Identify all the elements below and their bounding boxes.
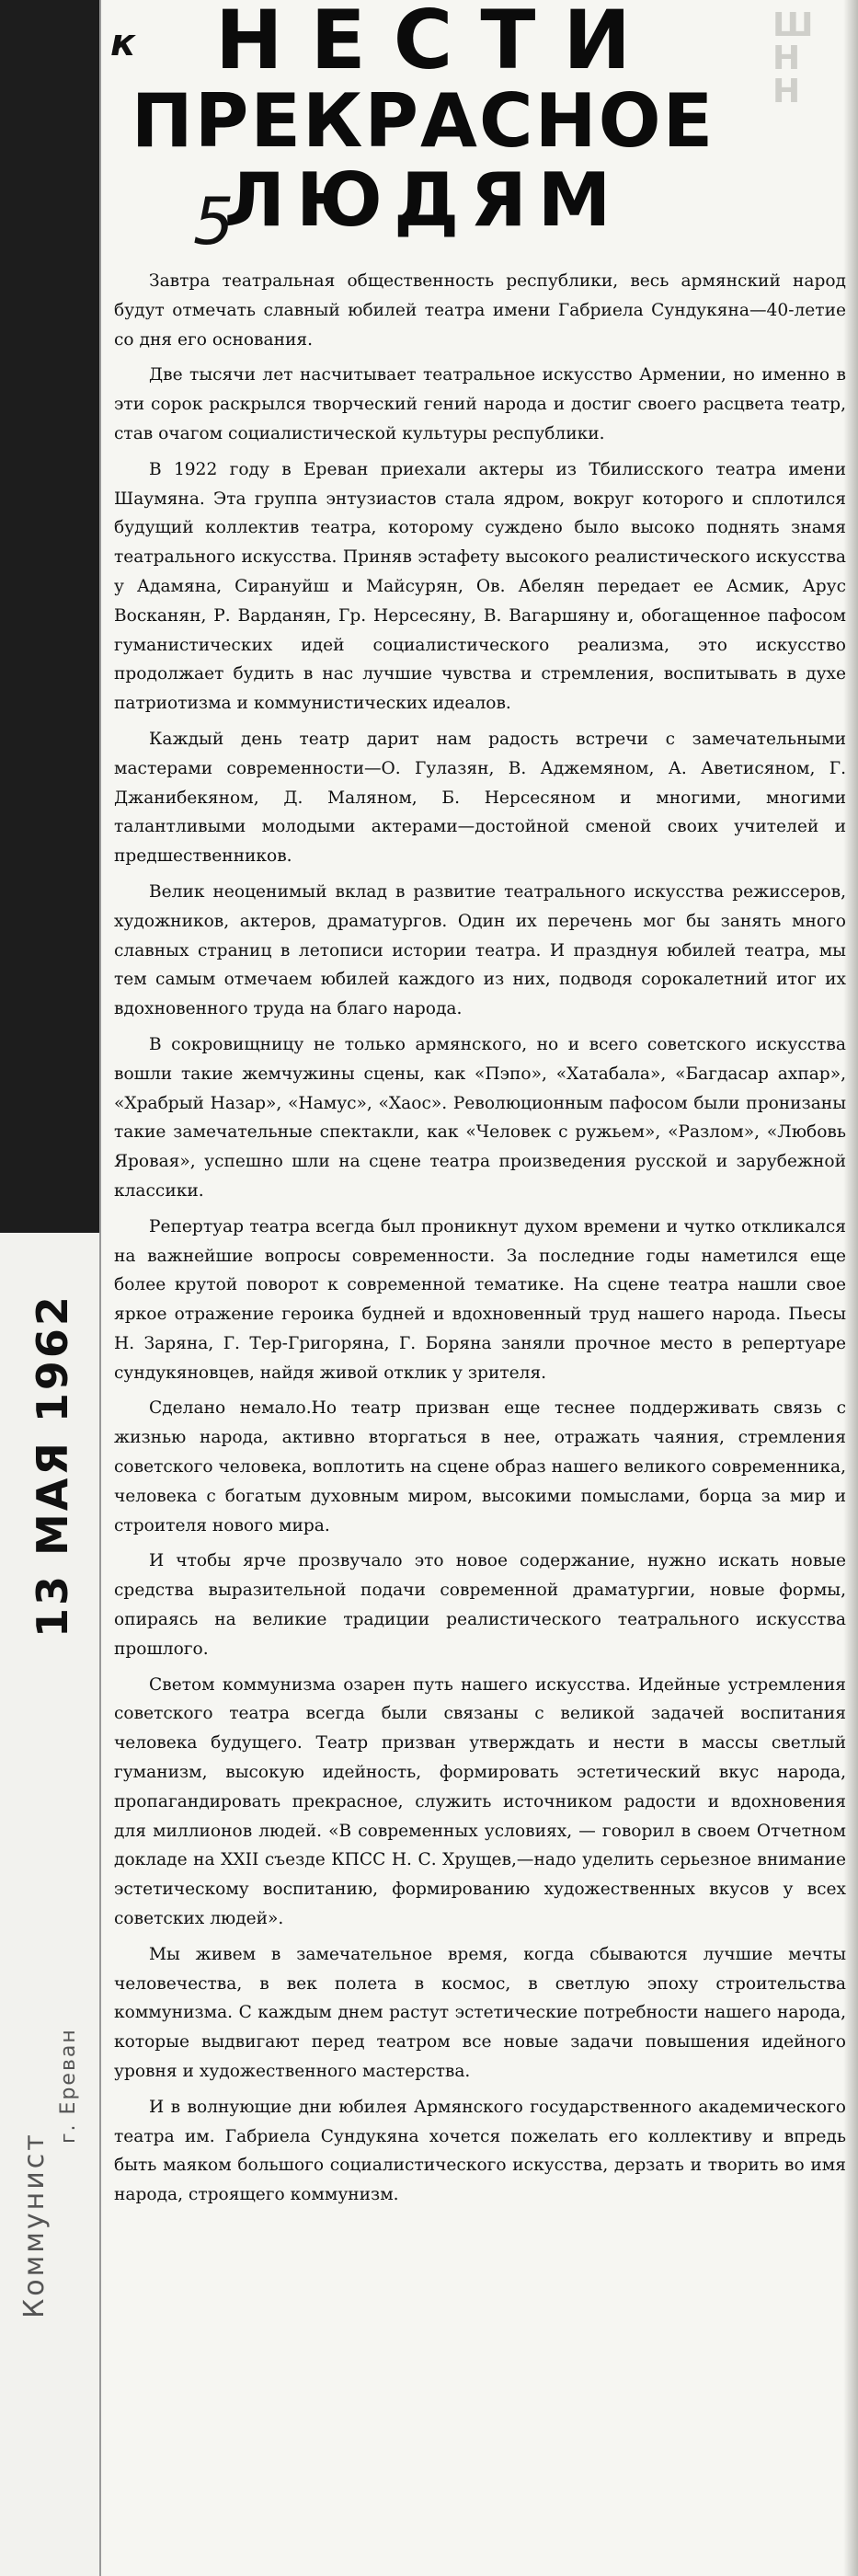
headline-line-1: НЕСТИ: [214, 0, 659, 87]
article-paragraph: Светом коммунизма озарен путь нашего искусства. Идейные устремления советского театра всегда были связаны с великой задачей воспитания человека будущего. Театр призван утверждать и нести в массы светлый гуманизм, высокую идейность, формировать эстетический вкус народа, пропагандировать прекрасное, служить источником радости и вдохновения для миллионов людей. «В современных условиях, — говорил в своем Отчетном докладе на XXII съезде КПСС Н. С. Хрущев,—надо уделить серьезное внимание эстетическому воспитанию, формированию художественных вкусов у всех советских людей».: [114, 1674, 846, 1929]
article-paragraph: Каждый день театр дарит нам радость встречи с замечательными мастерами современности—О. Гулазян, В. Аджемяном, А. Аветисяном, Г. Джанибекяном, Д. Маляном, Б. Нерсесяном и многими, многими талантливыми молодыми актерами—достойной сменой своих учителей и предшественников.: [114, 729, 846, 867]
headline-line-3: ЛЮДЯМ: [223, 157, 623, 243]
article-paragraph: Мы живем в замечательное время, когда сбываются лучшие мечты человечества, в век полета в космос, в светлую эпоху строительства коммунизма. С каждым днем растут эстетические потребности нашего народа, которые выдвигают перед театром все новые задачи повышения идейного уровня и художественного мастерства.: [114, 1944, 846, 2082]
article-paragraph: Сделано немало.Но театр призван еще теснее поддерживать связь с жизнью народа, активно вторгаться в нее, отражать чаяния, стремления советского человека, воплотить на сцене образ нашего великого современника, человека с богатым духовным миром, высокими помыслами, борца за мир и строителя нового мира.: [114, 1398, 846, 1535]
article-paragraph: В сокровищницу не только армянского, но и всего советского искусства вошли такие жемчужины сцены, как «Пэпо», «Хатабала», «Багдасар ахпар», «Храбрый Назар», «Намус», «Хаос». Революционным пафосом были пронизаны такие замечательные спектакли, как «Человек с ружьем», «Разлом», «Любовь Яровая», успешно шли на сцене театра произведения русской и зарубежной классики.: [114, 1034, 846, 1201]
headline-line-2: ПРЕКРАСНОЕ: [131, 78, 715, 164]
article-body: [114, 267, 846, 2216]
article-paragraph: Велик неоценимый вклад в развитие театрального искусства режиссеров, художников, актеров, драматургов. Один их перечень мог бы занять много славных страниц в летописи истории театра. И празднуя юбилей театра, мы тем самым отмечаем юбилей каждого из них, подводя сорокалетний итог их вдохновенного труда на благо народа.: [114, 881, 846, 1019]
dark-background-strip: [0, 0, 99, 1233]
handwritten-number: 5: [193, 184, 235, 259]
newspaper-name-stamp: Коммунист: [18, 2132, 51, 2318]
article-paragraph: Две тысячи лет насчитывает театральное искусство Армении, но именно в эти сорок раскрылся творческий гений народа и достиг своего расцвета театр, став очагом социалистической культуры республики.: [114, 365, 846, 443]
date-stamp: 13 МАЯ 1962: [28, 1294, 77, 1638]
article-paragraph: И чтобы ярче прозвучало это новое содержание, нужно искать новые средства выразительной подачи современной драматургии, новые формы, опираясь на великие традиции реалистического театрального искусства прошлого.: [114, 1551, 846, 1659]
handwritten-mark: к: [110, 22, 136, 64]
article-paragraph: Завтра театральная общественность республики, весь армянский народ будут отмечать славный юбилей театра имени Габриела Сундукяна—40-летие со дня его основания.: [114, 271, 846, 350]
article-paragraph: Репертуар театра всегда был проникнут духом времени и чутко откликался на важнейшие вопросы современности. За последние годы наметился еще более крутой поворот к современной тематике. На сцене театра нашли свое яркое отражение героика будней и вдохновенный труд нашего народа. Пьесы Н. Заряна, Г. Тер-Григоряна, Г. Боряна заняли прочное место в репертуаре сундукяновцев, найдя живой отклик у зрителя.: [114, 1216, 846, 1383]
bleed-through-text: Ш Н Н: [772, 9, 814, 109]
article-paragraph: И в волнующие дни юбилея Армянского государственного академического театра им. Габриела Сундукяна хочется пожелать его коллективу и впредь быть маяком большого социалистического искусства, дерзать и творить во имя народа, строящего коммунизм.: [114, 2097, 846, 2205]
city-stamp: г. Ереван: [57, 2028, 80, 2144]
article-paragraph: В 1922 году в Ереван приехали актеры из Тбилисского театра имени Шаумяна. Эта группа энтузиастов стала ядром, вокруг которого и сплотился будущий коллектив театра, которому суждено было высоко поднять знамя театрального искусства. Приняв эстафету высокого реалистического искусства у Адамяна, Сирануйш и Майсурян, Ов. Абелян передает ее Асмик, Арус Восканян, Р. Варданян, Гр. Нерсесяну, В. Вагаршяну и, обогащенное пафосом гуманистических идей социалистического реализма, это искусство продолжает будить в нас лучшие чувства и стремления, воспитывать в духе патриотизма и коммунистических идеалов.: [114, 459, 846, 714]
